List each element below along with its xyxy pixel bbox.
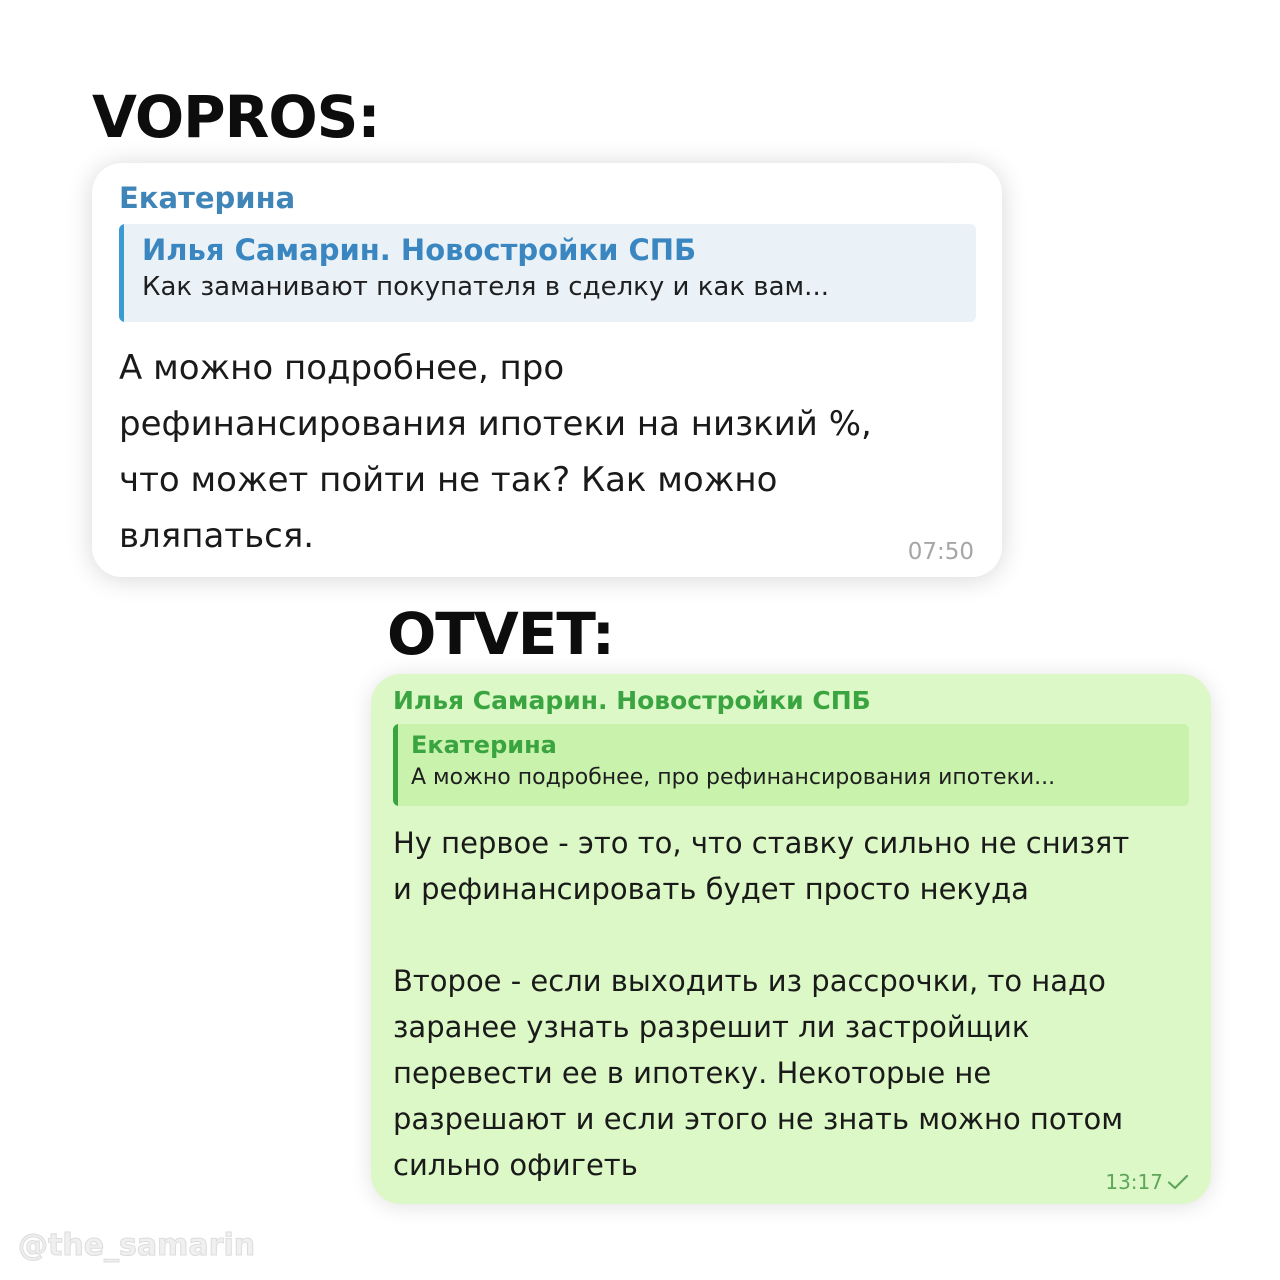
message-text: Ну первое - это то, что ставку сильно не снизят и рефинансировать будет просто некуда Второе - если выходить из рассрочки, то надо заранее узнать разрешит ли застройщик перевести ее в ипотеку. Некоторые не разрешают и если этого не знать можно потом сильно офигеть xyxy=(393,826,1130,1182)
answer-message-bubble[interactable] xyxy=(371,674,1211,1204)
reply-quote[interactable] xyxy=(393,724,1189,806)
message-sender-name[interactable]: Илья Самарин. Новостройки СПБ xyxy=(393,686,871,715)
check-icon xyxy=(1167,1174,1189,1190)
reply-quote-bar xyxy=(393,724,398,806)
message-time-status xyxy=(1105,1170,1189,1194)
reply-quote[interactable] xyxy=(119,224,976,322)
message-time: 07:50 xyxy=(907,539,974,565)
question-heading: VOPROS: xyxy=(92,83,380,151)
reply-quote-text: А можно подробнее, про рефинансирования ипотеки... xyxy=(411,765,1056,791)
watermark: @the_samarin xyxy=(18,1228,256,1263)
question-message-bubble[interactable] xyxy=(92,163,1002,577)
message-text: А можно подробнее, про рефинансирования ипотеки на низкий %, что может пойти не так? Как можно вляпаться. xyxy=(119,347,872,556)
reply-quote-text: Как заманивают покупателя в сделку и как вам... xyxy=(142,272,829,303)
reply-quote-author: Илья Самарин. Новостройки СПБ xyxy=(142,232,697,267)
reply-quote-bar xyxy=(119,224,124,322)
message-time: 13:17 xyxy=(1105,1170,1163,1194)
answer-heading: OTVET: xyxy=(387,600,614,668)
message-sender-name[interactable]: Екатерина xyxy=(119,181,296,215)
reply-quote-author: Екатерина xyxy=(411,731,557,759)
